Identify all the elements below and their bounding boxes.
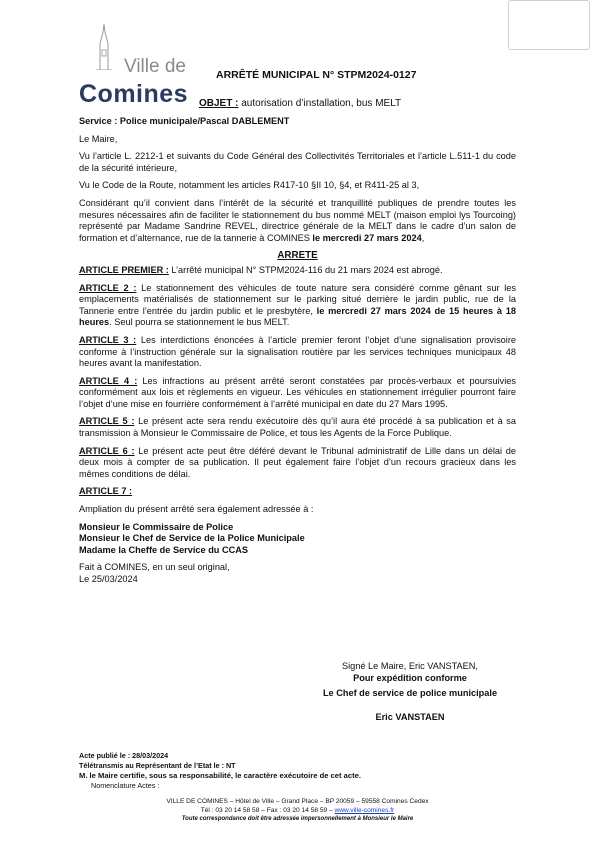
- article-3: [79, 335, 516, 370]
- signature-block: [300, 661, 520, 723]
- phone-fax: Tél : 03 20 14 58 58 – Fax : 03 20 14 58 59 –: [200, 807, 335, 814]
- article-5-text: Le présent acte sera rendu exécutoire dès qu’il aura été procédé à sa publication et à sa transmission à Monsieur le Commissaire de Police, et tous les Agents de la Force Publique.: [79, 416, 516, 439]
- considerant-date: le mercredi 27 mars 2024: [312, 232, 422, 243]
- address-line: VILLE DE COMINES – Hôtel de Ville – Grand Place – BP 20059 – 59558 Comines Cedex: [166, 798, 429, 805]
- acte-publie: Acte publié le : 28/03/2024: [79, 751, 169, 760]
- publication-footer: [79, 751, 539, 791]
- article-3-label: ARTICLE 3 :: [79, 334, 137, 345]
- pour-expedition-line: Pour expédition conforme: [353, 672, 467, 683]
- signatory-name: Eric VANSTAEN: [375, 711, 445, 722]
- logo-text-ville-de: Ville de: [124, 56, 186, 77]
- certification: M. le Maire certifie, sous sa responsabilité, le caractère exécutoire de cet acte.: [79, 771, 361, 780]
- article-2: [79, 283, 516, 329]
- article-2-text: Le stationnement des véhicules de toute nature sera considéré comme gênant sur les emplacements matérialisés de stationnement sur le parking situé derrière le jardin public, rue de la Tannerie entre l’entrée du jardin public et le presbytère,: [79, 282, 516, 316]
- vu-article-2: Vu le Code de la Route, notamment les articles R417-10 §II 10, §4, et R411-25 al 3,: [79, 180, 420, 191]
- document-body: [79, 116, 516, 586]
- correspondance-note: Toute correspondance doit être adressée impersonnellement à Monsieur le Maire: [181, 816, 414, 822]
- vu-article-1: Vu l’article L. 2212-1 et suivants du Code Général des Collectivités Territoriales et l’article L.511-1 du code de la sécurité intérieure,: [79, 151, 516, 173]
- contact-line: [40, 806, 555, 815]
- stamp-box: [508, 0, 590, 50]
- considerant-text: Considérant qu’il convient dans l’intérêt de la sécurité et tranquillité publiques de prendre toutes les mesures nécessaires afin de faciliter le stationnement du bus nommé MELT (maison emploi lys Tourcoing) représenté par Madame Sandrine REVEL, directrice générale de la MELT dans le cadre d’un salon de formation et d’alternance, rue de la tannerie à COMINES: [79, 197, 516, 243]
- article-2-end: . Seul pourra se stationnement le bus MELT.: [109, 317, 290, 328]
- article-6-label: ARTICLE 6 :: [79, 445, 135, 456]
- article-1: [79, 265, 516, 277]
- article-4-label: ARTICLE 4 :: [79, 375, 138, 386]
- website-link[interactable]: www.ville-comines.fr: [334, 807, 395, 814]
- le-maire: Le Maire,: [79, 133, 118, 144]
- article-5: [79, 416, 516, 439]
- teletransmis: Télétransmis au Représentant de l’Etat le : NT: [79, 761, 236, 770]
- article-6-text: Le présent acte peut être déféré devant le Tribunal administratif de Lille dans un délai de deux mois à compter de sa publication. Il peut également faire l’objet d’un recours gracieux dans les mêmes conditions de délai.: [79, 445, 516, 479]
- document-title: ARRÊTÉ MUNICIPAL N° STPM2024-0127: [216, 69, 417, 81]
- considerant-end: ,: [421, 232, 425, 243]
- recipient-item: Madame la Cheffe de Service du CCAS: [79, 544, 248, 555]
- article-5-label: ARTICLE 5 :: [79, 416, 135, 427]
- article-7: [79, 486, 516, 498]
- article-4: [79, 376, 516, 411]
- article-1-text: L’arrêté municipal N° STPM2024-116 du 21 mars 2024 est abrogé.: [168, 264, 443, 275]
- article-3-text: Les interdictions énoncées à l’article premier feront l’objet d’une signalisation provisoire conforme à l’instruction générale sur la signalisation routière par les services techniques municipaux 48 heures avant la manifestation.: [79, 334, 516, 369]
- objet-label: OBJET :: [199, 98, 239, 109]
- chef-service-line: Le Chef de service de police municipale: [322, 688, 498, 699]
- recipient-list: [79, 522, 516, 557]
- address-footer: [40, 797, 555, 824]
- fait-a-line: Fait à COMINES, en un seul original,: [79, 562, 230, 573]
- recipient-item: Monsieur le Commissaire de Police: [79, 521, 234, 532]
- article-2-label: ARTICLE 2 :: [79, 282, 137, 293]
- church-spire-logo-icon: [92, 24, 116, 70]
- date-line: Le 25/03/2024: [79, 574, 138, 584]
- signe-line: Signé Le Maire, Eric VANSTAEN,: [342, 661, 478, 671]
- article-2-date: le mercredi 27 mars 2024 de 15 heures à 18 heures: [79, 305, 516, 328]
- nomenclature: Nomenclature Actes :: [91, 781, 160, 790]
- article-1-label: ARTICLE PREMIER :: [79, 264, 169, 275]
- logo-text-comines: Comines: [79, 80, 189, 108]
- service-line: Service : Police municipale/Pascal DABLEMENT: [79, 116, 290, 126]
- recipient-item: Monsieur le Chef de Service de la Police Municipale: [79, 533, 305, 544]
- considerant-paragraph: [79, 198, 516, 244]
- objet-line: [199, 98, 401, 109]
- objet-text: autorisation d’installation, bus MELT: [238, 98, 402, 109]
- arrete-heading: ARRETE: [277, 250, 318, 262]
- article-7-label: ARTICLE 7 :: [79, 486, 133, 497]
- ampliation-line: Ampliation du présent arrêté sera également adressée à :: [79, 504, 314, 515]
- article-4-text: Les infractions au présent arrêté seront constatées par procès-verbaux et poursuivies conformément aux lois et règlements en vigueur. Les véhicules en stationnement irrégulier pourront faire l’objet d’une mise en fourrière conformément à l’arrêté municipal en date du 27 Mars 1995.: [79, 375, 516, 409]
- article-6: [79, 446, 516, 481]
